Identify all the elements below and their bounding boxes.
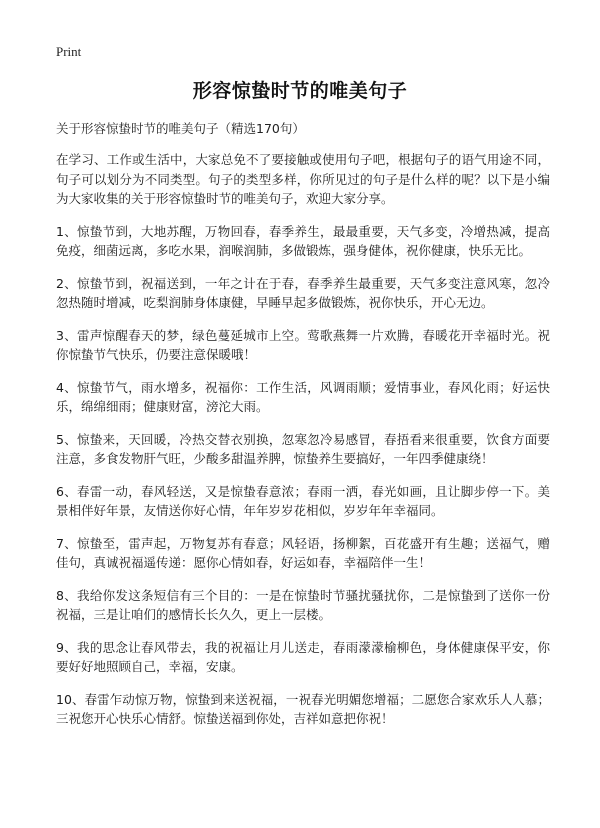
list-item: 9、我的思念让春风带去，我的祝福让月儿送走，春雨濛濛榆柳色，身体健康保平安，你要好好地照顾自己，幸福，安康。: [56, 639, 550, 674]
list-item: 3、雷声惊醒春天的梦，绿色蔓延城市上空。莺歌燕舞一片欢腾，春暖花开幸福时光。祝你惊蛰节气快乐，仍要注意保暖哦！: [56, 327, 550, 362]
list-item: 2、惊蛰节到，祝福送到，一年之计在于春，春季养生最重要，天气多变注意风寒，忽冷忽热随时增减，吃梨润肺身体康健，早睡早起多做锻炼，祝你快乐，开心无边。: [56, 275, 550, 310]
intro-paragraph: 在学习、工作或生活中，大家总免不了要接触或使用句子吧，根据句子的语气用途不同，句子可以划分为不同类型。句子的类型多样，你所见过的句子是什么样的呢？以下是小编为大家收集的关于形容惊蛰时节的唯美句子，欢迎大家分享。: [56, 152, 550, 206]
list-item: 10、春雷乍动惊万物，惊蛰到来送祝福，一祝春光明媚您增福；二愿您合家欢乐人人慕；三祝您开心快乐心情舒。惊蛰送福到你处，吉祥如意把你祝！: [56, 691, 550, 726]
list-item: 5、惊蛰来，天回暖，冷热交替衣别换，忽寒忽冷易感冒，春捂看来很重要，饮食方面要注意，多食发物肝气旺，少酸多甜温养脾，惊蛰养生要搞好，一年四季健康绕！: [56, 431, 550, 466]
page-title: 形容惊蛰时节的唯美句子: [192, 80, 408, 102]
list-item: 4、惊蛰节气，雨水增多，祝福你：工作生活，风调雨顺；爱情事业，春风化雨；好运快乐，绵绵细雨；健康财富，滂沱大雨。: [56, 379, 550, 414]
subtitle: 关于形容惊蛰时节的唯美句子（精选170句）: [56, 121, 305, 136]
list-item: 7、惊蛰至，雷声起，万物复苏有春意；风轻语，扬柳絮，百花盛开有生趣；送福气，赠佳句，真诚祝福遥传递：愿你心情如春，好运如春，幸福陪伴一生！: [56, 535, 550, 570]
article-body: [56, 150, 550, 742]
print-link[interactable]: Print: [56, 44, 82, 59]
list-item: 6、春雷一动，春风轻送，又是惊蛰春意浓；春雨一洒，春光如画，且让脚步停一下。美景相伴好年景，友情送你好心情，年年岁岁花相似，岁岁年年幸福同。: [56, 483, 550, 518]
list-item: 8、我给你发这条短信有三个目的：一是在惊蛰时节骚扰骚扰你，二是惊蛰到了送你一份祝福，三是让咱们的感情长长久久，更上一层楼。: [56, 587, 550, 622]
list-item: 1、惊蛰节到，大地苏醒，万物回春，春季养生，最最重要，天气多变，冷增热减，提高免疫，细菌远离，多吃水果，润喉润肺，多做锻炼，强身健体，祝你健康，快乐无比。: [56, 223, 550, 258]
